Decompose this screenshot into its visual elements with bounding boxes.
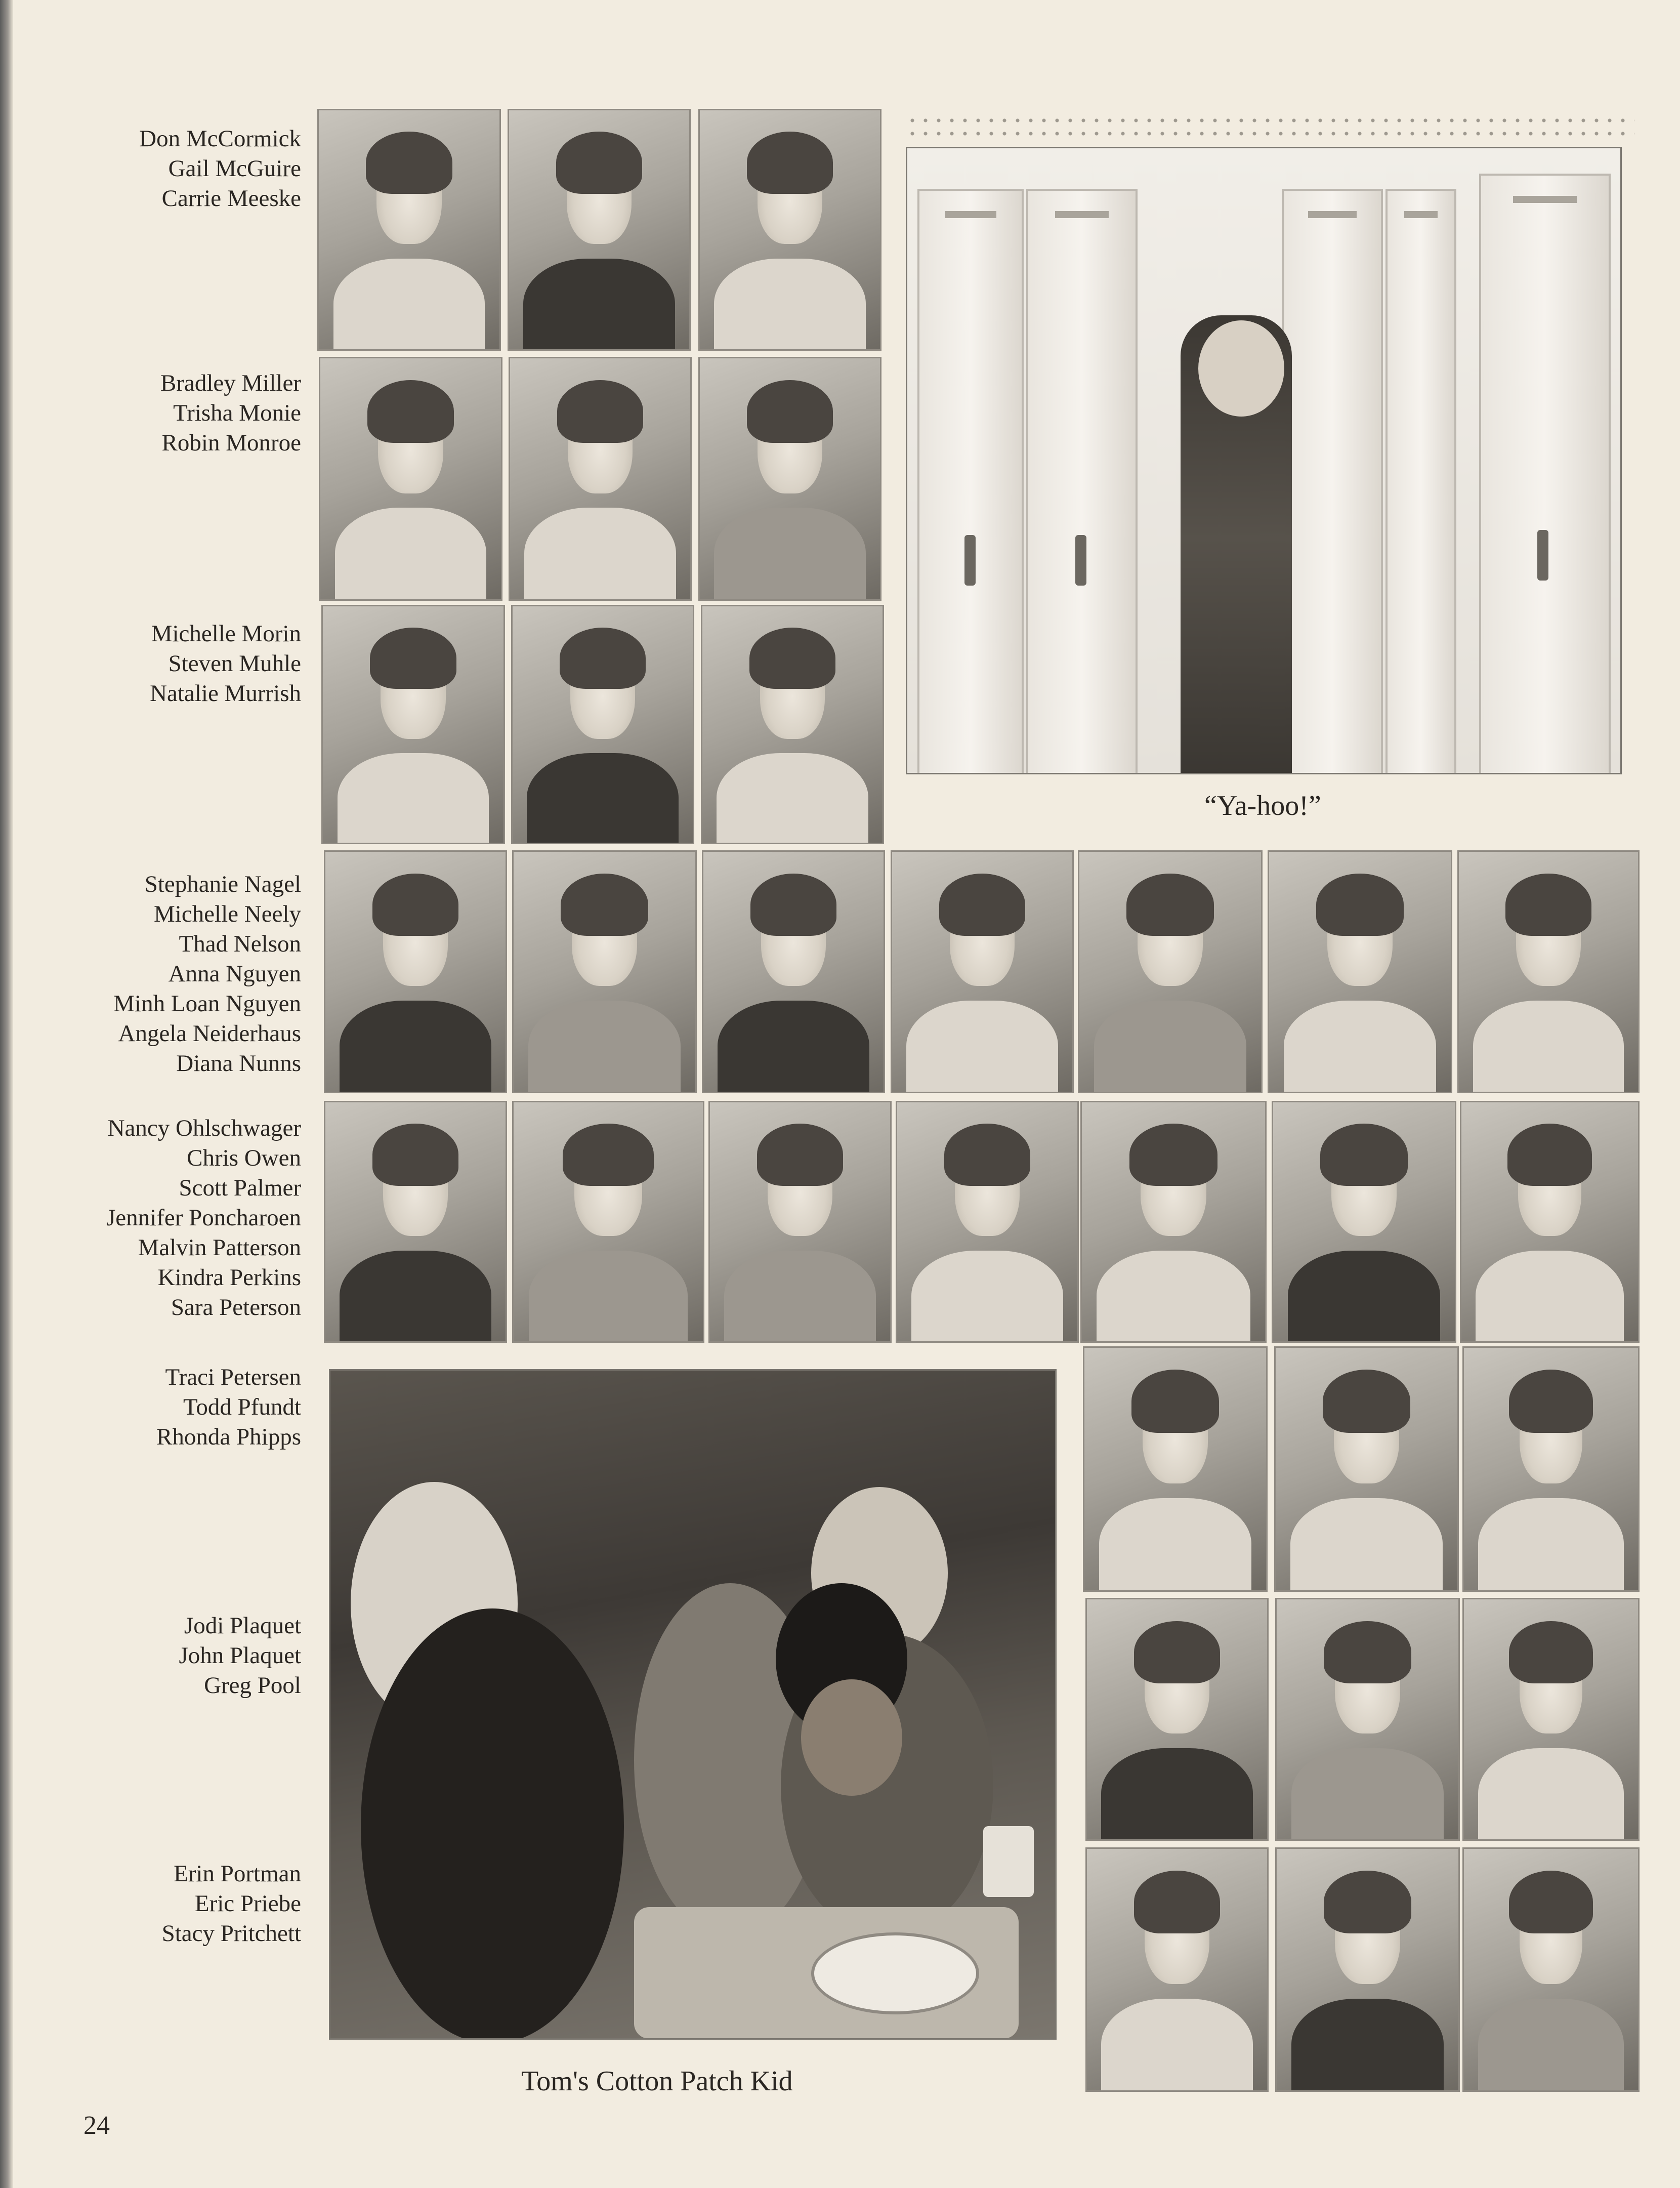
student-name: Steven Muhle <box>168 650 301 677</box>
portrait-photo <box>1274 1346 1459 1592</box>
cabbage-patch-doll-face <box>801 1679 902 1796</box>
student-name: Erin Portman <box>174 1861 301 1887</box>
portrait-photo <box>701 605 884 844</box>
student-face <box>1198 320 1284 417</box>
portrait-photo <box>698 109 881 351</box>
name-list-group-5 <box>10 1113 301 1323</box>
portrait-photo <box>1268 850 1452 1093</box>
locker-photo-caption: “Ya-hoo!” <box>1204 790 1321 821</box>
student-name: Gail McGuire <box>168 155 301 182</box>
student-name: Michelle Morin <box>151 621 301 647</box>
student-name: Minh Loan Nguyen <box>113 990 301 1017</box>
portrait-photo <box>321 605 505 844</box>
student-name: Thad Nelson <box>179 931 301 957</box>
portrait-photo <box>1272 1101 1456 1343</box>
plate <box>811 1932 979 2014</box>
portrait-photo <box>511 605 694 844</box>
student-name: Chris Owen <box>187 1145 301 1171</box>
name-list-group-4 <box>10 870 301 1079</box>
student-name: Natalie Murrish <box>150 680 301 707</box>
portrait-photo <box>1275 1847 1460 2092</box>
student-name: Scott Palmer <box>179 1175 301 1201</box>
student-name: Jennifer Poncharoen <box>106 1205 301 1231</box>
name-list-group-6 <box>10 1363 301 1452</box>
cafeteria-feature-photo <box>329 1369 1057 2040</box>
locker-door <box>917 189 1024 774</box>
portrait-photo <box>891 850 1074 1093</box>
student-name: Robin Monroe <box>161 430 301 456</box>
student-name: Don McCormick <box>139 126 301 152</box>
portrait-photo <box>708 1101 892 1343</box>
locker-door <box>1479 174 1611 774</box>
page-number: 24 <box>83 2111 110 2140</box>
name-list-group-1 <box>10 124 301 214</box>
portrait-photo <box>1462 1346 1640 1592</box>
student-name: John Plaquet <box>179 1642 301 1669</box>
student-name: Jodi Plaquet <box>184 1613 301 1639</box>
portrait-photo <box>512 1101 704 1343</box>
name-list-group-8 <box>10 1859 301 1949</box>
student-name: Michelle Neely <box>153 901 301 927</box>
portrait-photo <box>1085 1598 1269 1841</box>
portrait-photo <box>1460 1101 1640 1343</box>
student-name: Nancy Ohlschwager <box>107 1115 301 1141</box>
name-list-group-7 <box>10 1611 301 1701</box>
student-name: Anna Nguyen <box>168 961 301 987</box>
student-name: Stacy Pritchett <box>161 1920 301 1947</box>
student-name: Eric Priebe <box>194 1890 301 1917</box>
locker-door <box>1282 189 1383 774</box>
photo-top-dots <box>906 114 1634 144</box>
portrait-photo <box>509 357 692 601</box>
cafeteria-photo-caption: Tom's Cotton Patch Kid <box>521 2066 793 2097</box>
portrait-photo <box>317 109 501 351</box>
student-name: Rhonda Phipps <box>156 1424 301 1450</box>
student-name: Diana Nunns <box>176 1050 301 1077</box>
paper-cup <box>983 1826 1034 1897</box>
portrait-photo <box>1462 1598 1640 1841</box>
portrait-photo <box>324 850 507 1093</box>
portrait-photo <box>702 850 885 1093</box>
student-name: Kindra Perkins <box>157 1264 301 1291</box>
portrait-photo <box>896 1101 1079 1343</box>
portrait-photo <box>508 109 691 351</box>
student-figure <box>361 1608 624 2040</box>
student-name: Bradley Miller <box>160 370 301 396</box>
portrait-photo <box>698 357 881 601</box>
portrait-photo <box>1462 1847 1640 2092</box>
student-name: Stephanie Nagel <box>144 871 301 897</box>
student-name: Greg Pool <box>204 1672 301 1699</box>
portrait-photo <box>1275 1598 1460 1841</box>
portrait-photo <box>1078 850 1263 1093</box>
portrait-photo <box>1457 850 1640 1093</box>
name-list-group-3 <box>10 619 301 709</box>
student-name: Trisha Monie <box>173 400 301 426</box>
name-list-group-2 <box>10 368 301 458</box>
portrait-photo <box>1080 1101 1267 1343</box>
portrait-photo <box>1085 1847 1269 2092</box>
locker-feature-photo <box>906 147 1622 774</box>
portrait-photo <box>1083 1346 1268 1592</box>
locker-door <box>1385 189 1456 774</box>
student-name: Carrie Meeske <box>161 185 301 212</box>
student-name: Malvin Patterson <box>138 1234 301 1261</box>
portrait-photo <box>512 850 697 1093</box>
student-name: Angela Neiderhaus <box>118 1020 301 1047</box>
student-name: Todd Pfundt <box>183 1394 301 1420</box>
locker-door <box>1026 189 1138 774</box>
portrait-photo <box>319 357 502 601</box>
portrait-photo <box>324 1101 507 1343</box>
student-name: Traci Petersen <box>165 1364 301 1390</box>
student-name: Sara Peterson <box>171 1294 301 1320</box>
